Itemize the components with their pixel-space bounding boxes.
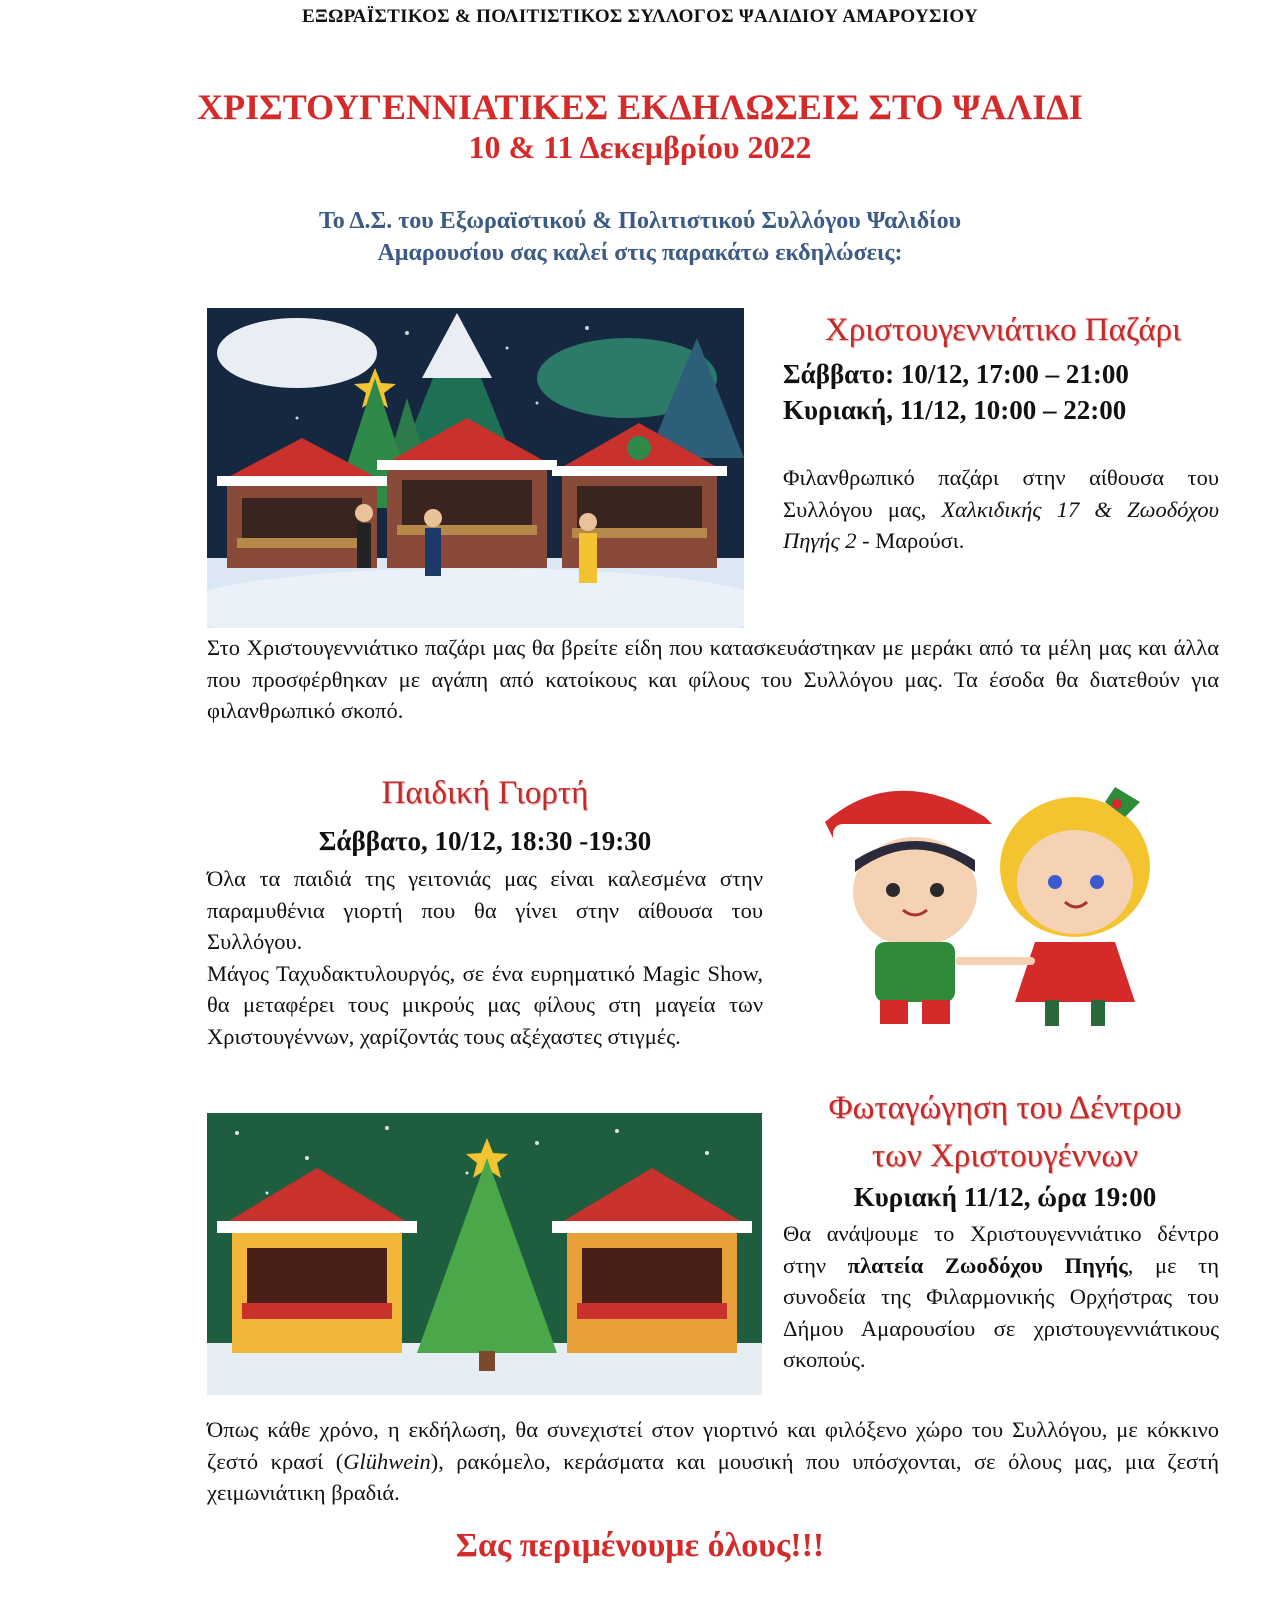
- bazaar-description: Στο Χριστουγεννιάτικο παζάρι μας θα βρείτε είδη που κατασκευάστηκαν με μεράκι από τα μέλη μας και άλλα που προσφέρθηκαν με αγάπη από κατοίκους και φίλους του Συλλόγου μας. Τα έσοδα θα διατεθούν για φιλανθρωπικό σκοπό.: [207, 635, 1219, 723]
- closing-paragraph: [207, 1414, 1219, 1509]
- event-dates: 10 & 11 Δεκεμβρίου 2022: [468, 129, 812, 165]
- tree-lighting-title-line-1: Φωταγώγηση του Δέντρου: [828, 1090, 1182, 1126]
- kids-party-paragraph-1: Όλα τα παιδιά της γειτονιάς μας είναι καλεσμένα στην παραμυθένια γιορτή που θα γίνει στην αίθουσα του Συλλόγου.: [207, 866, 763, 954]
- tree-lighting-description: [783, 1218, 1219, 1376]
- farewell-message: Σας περιμένουμε όλους!!!: [455, 1527, 825, 1564]
- tree-lighting-text-after: , με τη συνοδεία της Φιλαρμονικής Ορχήστρας του Δήμου Αμαρουσίου σε χριστουγεννιάτικους σκοπούς.: [783, 1252, 1219, 1372]
- bazaar-title: Χριστουγεννιάτικο Παζάρι: [825, 312, 1181, 348]
- page-title: ΧΡΙΣΤΟΥΓΕΝΝΙΑΤΙΚΕΣ ΕΚΔΗΛΩΣΕΙΣ ΣΤΟ ΨΑΛΙΔΙ: [197, 87, 1083, 127]
- tree-lighting-text-before: Θα ανάψουμε το Χριστουγεννιάτικο δέντρο στην: [783, 1221, 1219, 1278]
- invitation-line-2: Αμαρουσίου σας καλεί στις παρακάτω εκδηλώσεις:: [377, 240, 903, 266]
- tree-lighting-location: πλατεία Ζωοδόχου Πηγής: [847, 1252, 1128, 1278]
- bazaar-location-intro: Φιλανθρωπικό παζάρι στην αίθουσα του Συλλόγου μας,: [783, 465, 1219, 522]
- kids-party-title: Παιδική Γιορτή: [381, 775, 589, 811]
- kids-illustration: [785, 772, 1185, 1037]
- bazaar-saturday-hours: Σάββατο: 10/12, 17:00 – 21:00: [783, 359, 1129, 389]
- kids-party-time: Σάββατο, 10/12, 18:30 -19:30: [318, 826, 652, 856]
- kids-party-description: [207, 863, 763, 1052]
- bazaar-illustration: [207, 308, 744, 628]
- glühwein-text: Glühwein: [343, 1448, 431, 1474]
- kids-party-paragraph-2: Μάγος Ταχυδακτυλουργός, σε ένα ευρηματικό Magic Show, θα μεταφέρει τους μικρούς μας φίλους στη μαγεία των Χριστουγέννων, χαρίζοντάς τους αξέχαστες στιγμές.: [207, 960, 763, 1049]
- bazaar-city: Μαρούσι.: [875, 528, 965, 553]
- tree-lighting-title: [790, 1084, 1220, 1180]
- closing-text-before: Όπως κάθε χρόνο, η εκδήλωση, θα συνεχιστεί στον γιορτινό και φιλόξενο χώρο του Συλλόγου, με κόκκινο ζεστό κρασί (: [207, 1417, 1219, 1474]
- organization-header: ΕΞΩΡΑΪΣΤΙΚΟΣ & ΠΟΛΙΤΙΣΤΙΚΟΣ ΣΥΛΛΟΓΟΣ ΨΑΛΙΔΙΟΥ ΑΜΑΡΟΥΣΙΟΥ: [301, 6, 979, 27]
- bazaar-address: Χαλκιδικής 17 & Ζωοδόχου Πηγής 2 -: [783, 496, 1219, 553]
- tree-lighting-illustration: [207, 1113, 762, 1395]
- tree-lighting-time: Κυριακή 11/12, ώρα 19:00: [853, 1182, 1157, 1212]
- closing-text-after: ), ρακόμελο, κεράσματα και μουσική που υπόσχονται, σε όλους μας, μια ζεστή χειμωνιάτικη βραδιά.: [207, 1448, 1219, 1505]
- bazaar-sunday-hours: Κυριακή, 11/12, 10:00 – 22:00: [783, 395, 1127, 425]
- invitation-line-1: Το Δ.Σ. του Εξωραϊστικού & Πολιτιστικού Συλλόγου Ψαλιδίου: [318, 208, 962, 234]
- tree-lighting-title-line-2: των Χριστουγέννων: [871, 1138, 1139, 1174]
- invitation-text: [0, 205, 1280, 269]
- bazaar-location: [783, 462, 1219, 557]
